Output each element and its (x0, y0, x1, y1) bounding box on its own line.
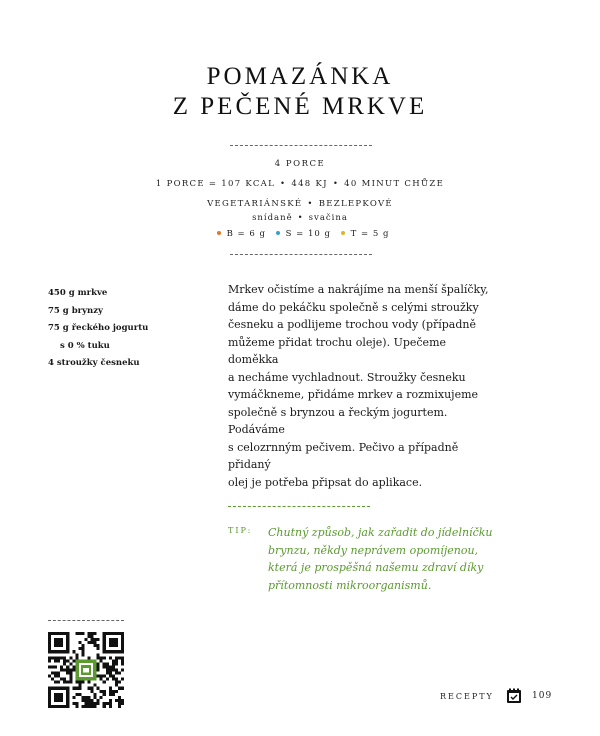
recipe-title (0, 62, 600, 122)
instruction-line: a necháme vychladnout. Stroužky česneku (228, 370, 466, 384)
page-number: 109 (532, 691, 553, 701)
instruction-line: můžeme přidat trochu oleje). Upečeme doměkka (228, 335, 447, 366)
instruction-line: s celozrnným pečivem. Pečivo a případně přidaný (228, 440, 459, 471)
bullet-sep: • (307, 199, 314, 209)
macro-fat: T = 5 g (350, 229, 390, 239)
tip-line: Chutný způsob, jak zařadit do jídelníčku (268, 526, 493, 539)
instruction-line: vymáčkneme, přidáme mrkev a rozmixujeme (228, 388, 479, 401)
ingredient-item: 450 g mrkve (48, 288, 108, 298)
instruction-line: česneku a podlijeme trochou vody (případně (228, 318, 476, 331)
meal-breakfast: snídaně (252, 213, 293, 223)
tip-line: která je prospěšná našemu zdraví díky (268, 561, 484, 574)
meal-tags (0, 213, 600, 223)
portions: 4 PORCE (274, 159, 326, 169)
ingredient-item: 75 g řeckého jogurtu (48, 323, 149, 333)
instruction-line: olej je potřeba připsat do aplikace. (228, 475, 423, 489)
divider-bottom (230, 254, 372, 255)
tip-label: TIP: (228, 526, 253, 535)
ingredient-item: s 0 % tuku (60, 340, 110, 351)
recipe-title-line1: POMAZÁNKA (206, 63, 394, 90)
divider-tip (228, 506, 370, 507)
walk-time: 40 MINUT CHŮZE (344, 179, 445, 189)
ingredient-item: 4 stroužky česneku (48, 358, 140, 368)
bullet-sep: • (280, 179, 287, 189)
tip-text (268, 524, 508, 594)
divider-top (230, 145, 372, 146)
protein-dot-icon (217, 231, 221, 235)
section-label: RECEPTY (440, 692, 494, 701)
diet-vegetarian: VEGETARIÁNSKÉ (207, 199, 303, 209)
book-icon (506, 688, 522, 704)
divider-qr (48, 620, 124, 621)
macro-protein: B = 6 g (226, 229, 266, 239)
meal-snack: svačina (308, 213, 348, 223)
kj-value: 448 KJ (291, 179, 328, 189)
instruction-line: dáme do pekáčku společně s celými stroužky (228, 300, 479, 314)
carbs-dot-icon (276, 231, 280, 235)
bullet-sep: • (332, 179, 340, 189)
nutrition-line (0, 179, 600, 189)
instruction-line: společně s brynzou a řeckým jogurtem. Podáváme (228, 405, 448, 436)
macro-carbs: S = 10 g (285, 229, 331, 239)
bullet-sep: • (297, 213, 304, 223)
diet-gluten-free: BEZLEPKOVÉ (318, 199, 393, 209)
ingredient-list (48, 285, 218, 373)
instructions (228, 281, 498, 491)
instruction-line: Mrkev očistíme a nakrájíme na menší špalíčky, (228, 283, 489, 296)
tip-line: přítomnosti mikroorganismů. (268, 578, 432, 592)
qr-code-icon[interactable] (48, 632, 124, 708)
kcal-per-portion: 1 PORCE = 107 KCAL (155, 179, 276, 189)
macros (0, 229, 600, 239)
fat-dot-icon (341, 231, 345, 235)
recipe-title-line2: Z PEČENÉ MRKVE (172, 93, 428, 120)
diet-tags (0, 199, 600, 209)
ingredient-item: 75 g brynzy (48, 305, 103, 316)
tip-line: brynzu, někdy neprávem opomíjenou, (268, 543, 479, 557)
